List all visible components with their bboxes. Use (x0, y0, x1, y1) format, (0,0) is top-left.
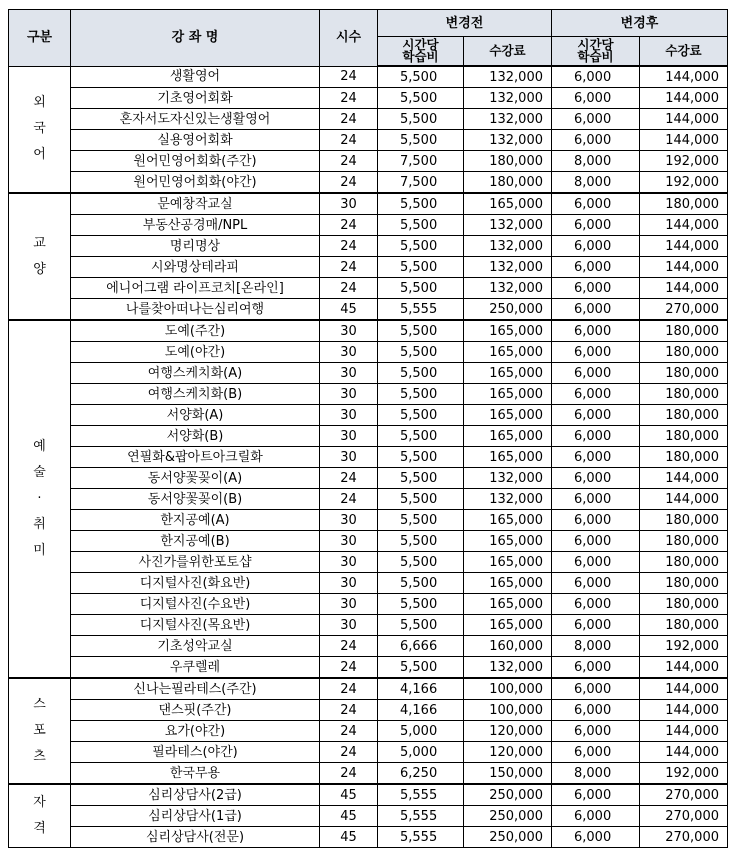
after-tuition-cell: 144,000 (640, 88, 728, 109)
hours-cell: 24 (320, 109, 378, 130)
table-row (9, 109, 728, 130)
hours-cell: 30 (320, 594, 378, 615)
after-tuition-cell: 180,000 (640, 363, 728, 384)
category-char: 격 (33, 821, 46, 836)
before-tuition-cell: 165,000 (464, 405, 552, 426)
table-row (9, 510, 728, 531)
table-row (9, 552, 728, 573)
before-tuition-cell: 100,000 (464, 700, 552, 721)
after-hourly-fee-cell: 6,000 (552, 827, 640, 848)
after-tuition-cell: 144,000 (640, 700, 728, 721)
course-name-cell: 나를찾아떠나는심리여행 (71, 299, 320, 321)
course-name-cell: 여행스케치화(B) (71, 384, 320, 405)
hours-cell: 24 (320, 172, 378, 194)
after-tuition-cell: 270,000 (640, 827, 728, 848)
category-char: · (37, 491, 42, 506)
before-tuition-cell: 132,000 (464, 130, 552, 151)
before-hourly-fee-cell: 5,500 (378, 66, 464, 88)
after-tuition-cell: 180,000 (640, 193, 728, 215)
before-hourly-fee-cell: 5,555 (378, 784, 464, 806)
table-row (9, 426, 728, 447)
before-tuition-cell: 132,000 (464, 109, 552, 130)
header-hours: 시수 (320, 10, 378, 67)
table-row (9, 384, 728, 405)
before-hourly-fee-cell: 5,500 (378, 257, 464, 278)
after-hourly-fee-cell: 6,000 (552, 657, 640, 679)
after-hourly-fee-cell: 6,000 (552, 66, 640, 88)
after-hourly-fee-cell: 6,000 (552, 552, 640, 573)
table-row (9, 66, 728, 88)
table-row (9, 657, 728, 679)
before-hourly-fee-cell: 5,500 (378, 447, 464, 468)
after-tuition-cell: 180,000 (640, 405, 728, 426)
table-row (9, 193, 728, 215)
hours-cell: 45 (320, 827, 378, 848)
course-name-cell: 혼자서도자신있는생활영어 (71, 109, 320, 130)
hours-cell: 30 (320, 615, 378, 636)
table-row (9, 615, 728, 636)
after-tuition-cell: 180,000 (640, 594, 728, 615)
after-hourly-fee-cell: 6,000 (552, 278, 640, 299)
before-tuition-cell: 165,000 (464, 384, 552, 405)
before-tuition-cell: 165,000 (464, 363, 552, 384)
header-category: 구분 (9, 10, 71, 67)
before-tuition-cell: 165,000 (464, 594, 552, 615)
category-cell (9, 66, 71, 193)
before-hourly-fee-cell: 4,166 (378, 700, 464, 721)
table-row (9, 447, 728, 468)
table-row (9, 827, 728, 848)
hours-cell: 24 (320, 489, 378, 510)
after-tuition-cell: 180,000 (640, 573, 728, 594)
hours-cell: 24 (320, 678, 378, 700)
before-hourly-fee-cell: 5,555 (378, 827, 464, 848)
table-row (9, 88, 728, 109)
table-row (9, 215, 728, 236)
before-tuition-cell: 132,000 (464, 66, 552, 88)
after-tuition-cell: 144,000 (640, 66, 728, 88)
after-hourly-fee-cell: 6,000 (552, 109, 640, 130)
after-hourly-fee-cell: 6,000 (552, 468, 640, 489)
before-hourly-fee-cell: 7,500 (378, 172, 464, 194)
course-name-cell: 심리상담사(전문) (71, 827, 320, 848)
course-name-cell: 심리상담사(1급) (71, 806, 320, 827)
table-row (9, 784, 728, 806)
after-hourly-fee-cell: 6,000 (552, 510, 640, 531)
after-tuition-cell: 144,000 (640, 236, 728, 257)
before-hourly-fee-cell: 5,500 (378, 426, 464, 447)
course-name-cell: 한지공예(A) (71, 510, 320, 531)
before-tuition-cell: 132,000 (464, 657, 552, 679)
course-name-cell: 우쿠렐레 (71, 657, 320, 679)
before-hourly-fee-cell: 5,500 (378, 278, 464, 299)
before-tuition-cell: 132,000 (464, 278, 552, 299)
hours-cell: 24 (320, 130, 378, 151)
after-tuition-cell: 144,000 (640, 257, 728, 278)
hours-cell: 24 (320, 236, 378, 257)
course-name-cell: 한지공예(B) (71, 531, 320, 552)
hours-cell: 30 (320, 552, 378, 573)
before-hourly-fee-cell: 5,500 (378, 193, 464, 215)
before-hourly-fee-cell: 5,500 (378, 109, 464, 130)
after-tuition-cell: 180,000 (640, 426, 728, 447)
after-tuition-cell: 144,000 (640, 130, 728, 151)
table-row (9, 531, 728, 552)
before-tuition-cell: 132,000 (464, 489, 552, 510)
after-tuition-cell: 144,000 (640, 468, 728, 489)
hours-cell: 30 (320, 426, 378, 447)
course-name-cell: 서양화(B) (71, 426, 320, 447)
before-hourly-fee-cell: 5,500 (378, 594, 464, 615)
course-name-cell: 원어민영어회화(야간) (71, 172, 320, 194)
before-tuition-cell: 250,000 (464, 806, 552, 827)
hours-cell: 30 (320, 510, 378, 531)
course-name-cell: 문예창작교실 (71, 193, 320, 215)
hours-cell: 45 (320, 806, 378, 827)
table-row (9, 636, 728, 657)
header-after-hourly-fee: 시간당 학습비 (552, 37, 640, 67)
hours-cell: 24 (320, 657, 378, 679)
after-hourly-fee-cell: 6,000 (552, 363, 640, 384)
category-cell (9, 678, 71, 784)
table-row (9, 700, 728, 721)
after-hourly-fee-cell: 6,000 (552, 489, 640, 510)
header-before-tuition: 수강료 (464, 37, 552, 67)
before-hourly-fee-cell: 6,666 (378, 636, 464, 657)
table-row (9, 299, 728, 321)
hours-cell: 30 (320, 342, 378, 363)
before-tuition-cell: 165,000 (464, 426, 552, 447)
course-name-cell: 심리상담사(2급) (71, 784, 320, 806)
after-tuition-cell: 180,000 (640, 384, 728, 405)
before-hourly-fee-cell: 5,500 (378, 342, 464, 363)
before-hourly-fee-cell: 5,500 (378, 130, 464, 151)
course-name-cell: 기초성악교실 (71, 636, 320, 657)
before-hourly-fee-cell: 5,000 (378, 742, 464, 763)
category-cell (9, 193, 71, 320)
table-row (9, 468, 728, 489)
after-tuition-cell: 144,000 (640, 109, 728, 130)
after-hourly-fee-cell: 6,000 (552, 615, 640, 636)
hours-cell: 24 (320, 278, 378, 299)
course-name-cell: 한국무용 (71, 763, 320, 785)
course-name-cell: 에니어그램 라이프코치[온라인] (71, 278, 320, 299)
after-hourly-fee-cell: 6,000 (552, 721, 640, 742)
after-hourly-fee-cell: 6,000 (552, 257, 640, 278)
after-tuition-cell: 270,000 (640, 784, 728, 806)
after-tuition-cell: 144,000 (640, 657, 728, 679)
course-name-cell: 디지털사진(목요반) (71, 615, 320, 636)
after-hourly-fee-cell: 6,000 (552, 426, 640, 447)
course-name-cell: 여행스케치화(A) (71, 363, 320, 384)
after-tuition-cell: 180,000 (640, 531, 728, 552)
after-tuition-cell: 144,000 (640, 278, 728, 299)
after-tuition-cell: 180,000 (640, 615, 728, 636)
after-tuition-cell: 180,000 (640, 320, 728, 342)
before-hourly-fee-cell: 5,500 (378, 405, 464, 426)
course-name-cell: 연필화&팝아트아크릴화 (71, 447, 320, 468)
course-name-cell: 도예(야간) (71, 342, 320, 363)
after-hourly-fee-cell: 6,000 (552, 236, 640, 257)
table-row (9, 130, 728, 151)
before-tuition-cell: 120,000 (464, 721, 552, 742)
before-hourly-fee-cell: 5,500 (378, 236, 464, 257)
course-name-cell: 원어민영어회화(주간) (71, 151, 320, 172)
course-name-cell: 기초영어회화 (71, 88, 320, 109)
before-tuition-cell: 165,000 (464, 573, 552, 594)
before-tuition-cell: 132,000 (464, 215, 552, 236)
header-after-tuition: 수강료 (640, 37, 728, 67)
after-hourly-fee-cell: 6,000 (552, 447, 640, 468)
after-hourly-fee-cell: 6,000 (552, 806, 640, 827)
before-tuition-cell: 165,000 (464, 342, 552, 363)
hours-cell: 24 (320, 151, 378, 172)
before-hourly-fee-cell: 5,500 (378, 552, 464, 573)
table-row (9, 342, 728, 363)
after-hourly-fee-cell: 6,000 (552, 678, 640, 700)
course-name-cell: 댄스핏(주간) (71, 700, 320, 721)
before-hourly-fee-cell: 5,500 (378, 320, 464, 342)
hours-cell: 30 (320, 531, 378, 552)
after-hourly-fee-cell: 8,000 (552, 636, 640, 657)
after-tuition-cell: 144,000 (640, 489, 728, 510)
after-hourly-fee-cell: 6,000 (552, 193, 640, 215)
after-hourly-fee-cell: 6,000 (552, 88, 640, 109)
hours-cell: 45 (320, 784, 378, 806)
category-char: 국 (33, 121, 46, 137)
table-row (9, 806, 728, 827)
after-tuition-cell: 192,000 (640, 763, 728, 785)
table-row (9, 489, 728, 510)
before-tuition-cell: 180,000 (464, 151, 552, 172)
after-tuition-cell: 180,000 (640, 510, 728, 531)
category-char: 취 (33, 517, 46, 532)
table-row (9, 763, 728, 785)
before-hourly-fee-cell: 5,500 (378, 510, 464, 531)
after-tuition-cell: 270,000 (640, 806, 728, 827)
before-hourly-fee-cell: 5,500 (378, 88, 464, 109)
after-tuition-cell: 192,000 (640, 172, 728, 194)
before-tuition-cell: 165,000 (464, 615, 552, 636)
category-char: 술 (33, 465, 46, 480)
after-hourly-fee-cell: 6,000 (552, 573, 640, 594)
before-tuition-cell: 150,000 (464, 763, 552, 785)
before-tuition-cell: 160,000 (464, 636, 552, 657)
category-char: 외 (33, 95, 46, 111)
before-tuition-cell: 120,000 (464, 742, 552, 763)
table-row (9, 278, 728, 299)
before-tuition-cell: 250,000 (464, 784, 552, 806)
after-hourly-fee-cell: 6,000 (552, 594, 640, 615)
fee-table-body (9, 66, 728, 848)
before-hourly-fee-cell: 5,500 (378, 489, 464, 510)
table-row (9, 742, 728, 763)
course-name-cell: 생활영어 (71, 66, 320, 88)
before-hourly-fee-cell: 5,500 (378, 215, 464, 236)
before-hourly-fee-cell: 4,166 (378, 678, 464, 700)
table-row (9, 363, 728, 384)
before-tuition-cell: 180,000 (464, 172, 552, 194)
hours-cell: 30 (320, 320, 378, 342)
hours-cell: 45 (320, 299, 378, 321)
course-name-cell: 동서양꽃꽂이(A) (71, 468, 320, 489)
category-char: 스 (33, 697, 46, 712)
category-char: 교 (33, 235, 46, 251)
before-hourly-fee-cell: 5,500 (378, 531, 464, 552)
before-hourly-fee-cell: 5,500 (378, 384, 464, 405)
after-hourly-fee-cell: 8,000 (552, 151, 640, 172)
table-row (9, 320, 728, 342)
hours-cell: 30 (320, 573, 378, 594)
before-hourly-fee-cell: 7,500 (378, 151, 464, 172)
before-tuition-cell: 165,000 (464, 552, 552, 573)
after-hourly-fee-cell: 6,000 (552, 215, 640, 236)
hours-cell: 30 (320, 405, 378, 426)
before-hourly-fee-cell: 5,500 (378, 615, 464, 636)
after-hourly-fee-cell: 6,000 (552, 531, 640, 552)
after-tuition-cell: 144,000 (640, 215, 728, 236)
course-name-cell: 명리명상 (71, 236, 320, 257)
table-row (9, 257, 728, 278)
before-tuition-cell: 132,000 (464, 257, 552, 278)
before-hourly-fee-cell: 5,000 (378, 721, 464, 742)
after-tuition-cell: 180,000 (640, 447, 728, 468)
header-after: 변경후 (552, 10, 728, 37)
after-hourly-fee-cell: 6,000 (552, 784, 640, 806)
after-hourly-fee-cell: 6,000 (552, 700, 640, 721)
header-before-hourly-fee: 시간당 학습비 (378, 37, 464, 67)
table-row (9, 678, 728, 700)
before-hourly-fee-cell: 5,500 (378, 573, 464, 594)
before-tuition-cell: 165,000 (464, 510, 552, 531)
category-cell (9, 320, 71, 678)
category-cell (9, 784, 71, 848)
after-hourly-fee-cell: 6,000 (552, 384, 640, 405)
after-hourly-fee-cell: 8,000 (552, 172, 640, 194)
course-name-cell: 동서양꽃꽂이(B) (71, 489, 320, 510)
table-row (9, 151, 728, 172)
before-hourly-fee-cell: 6,250 (378, 763, 464, 785)
course-name-cell: 도예(주간) (71, 320, 320, 342)
before-tuition-cell: 250,000 (464, 299, 552, 321)
after-tuition-cell: 144,000 (640, 678, 728, 700)
hours-cell: 24 (320, 468, 378, 489)
table-row (9, 405, 728, 426)
after-hourly-fee-cell: 6,000 (552, 742, 640, 763)
before-tuition-cell: 165,000 (464, 531, 552, 552)
before-hourly-fee-cell: 5,555 (378, 806, 464, 827)
category-char: 양 (33, 261, 46, 277)
table-row (9, 721, 728, 742)
after-tuition-cell: 180,000 (640, 552, 728, 573)
hours-cell: 24 (320, 700, 378, 721)
after-tuition-cell: 144,000 (640, 721, 728, 742)
hours-cell: 24 (320, 763, 378, 785)
before-tuition-cell: 250,000 (464, 827, 552, 848)
after-tuition-cell: 144,000 (640, 742, 728, 763)
before-tuition-cell: 165,000 (464, 193, 552, 215)
hours-cell: 30 (320, 193, 378, 215)
hours-cell: 30 (320, 384, 378, 405)
after-tuition-cell: 270,000 (640, 299, 728, 321)
hours-cell: 24 (320, 742, 378, 763)
after-hourly-fee-cell: 6,000 (552, 130, 640, 151)
hours-cell: 30 (320, 447, 378, 468)
after-hourly-fee-cell: 6,000 (552, 299, 640, 321)
table-row (9, 594, 728, 615)
course-name-cell: 요가(야간) (71, 721, 320, 742)
header-course: 강 좌 명 (71, 10, 320, 67)
category-char: 자 (33, 795, 46, 810)
hours-cell: 24 (320, 257, 378, 278)
hours-cell: 30 (320, 363, 378, 384)
course-name-cell: 디지털사진(화요반) (71, 573, 320, 594)
table-row (9, 172, 728, 194)
after-hourly-fee-cell: 6,000 (552, 320, 640, 342)
category-char: 츠 (33, 749, 46, 764)
after-hourly-fee-cell: 6,000 (552, 342, 640, 363)
before-hourly-fee-cell: 5,555 (378, 299, 464, 321)
hours-cell: 24 (320, 66, 378, 88)
category-char: 예 (33, 439, 46, 454)
after-hourly-fee-cell: 8,000 (552, 763, 640, 785)
before-tuition-cell: 132,000 (464, 468, 552, 489)
before-tuition-cell: 165,000 (464, 447, 552, 468)
category-char: 어 (33, 147, 46, 163)
hours-cell: 24 (320, 88, 378, 109)
category-char: 미 (33, 543, 46, 558)
hours-cell: 24 (320, 721, 378, 742)
course-name-cell: 디지털사진(수요반) (71, 594, 320, 615)
category-char: 포 (33, 723, 46, 738)
course-name-cell: 부동산공경매/NPL (71, 215, 320, 236)
after-hourly-fee-cell: 6,000 (552, 405, 640, 426)
course-name-cell: 사진가를위한포토샵 (71, 552, 320, 573)
before-tuition-cell: 100,000 (464, 678, 552, 700)
hours-cell: 24 (320, 636, 378, 657)
table-row (9, 573, 728, 594)
before-hourly-fee-cell: 5,500 (378, 363, 464, 384)
before-tuition-cell: 132,000 (464, 88, 552, 109)
course-name-cell: 시와명상테라피 (71, 257, 320, 278)
before-tuition-cell: 165,000 (464, 320, 552, 342)
after-tuition-cell: 192,000 (640, 151, 728, 172)
after-tuition-cell: 192,000 (640, 636, 728, 657)
course-name-cell: 서양화(A) (71, 405, 320, 426)
course-name-cell: 신나는필라테스(주간) (71, 678, 320, 700)
before-hourly-fee-cell: 5,500 (378, 657, 464, 679)
before-hourly-fee-cell: 5,500 (378, 468, 464, 489)
before-tuition-cell: 132,000 (464, 236, 552, 257)
fee-table (8, 9, 728, 848)
after-tuition-cell: 180,000 (640, 342, 728, 363)
course-name-cell: 실용영어회화 (71, 130, 320, 151)
table-row (9, 236, 728, 257)
course-name-cell: 필라테스(야간) (71, 742, 320, 763)
header-before: 변경전 (378, 10, 552, 37)
hours-cell: 24 (320, 215, 378, 236)
fee-table-container (8, 9, 728, 848)
